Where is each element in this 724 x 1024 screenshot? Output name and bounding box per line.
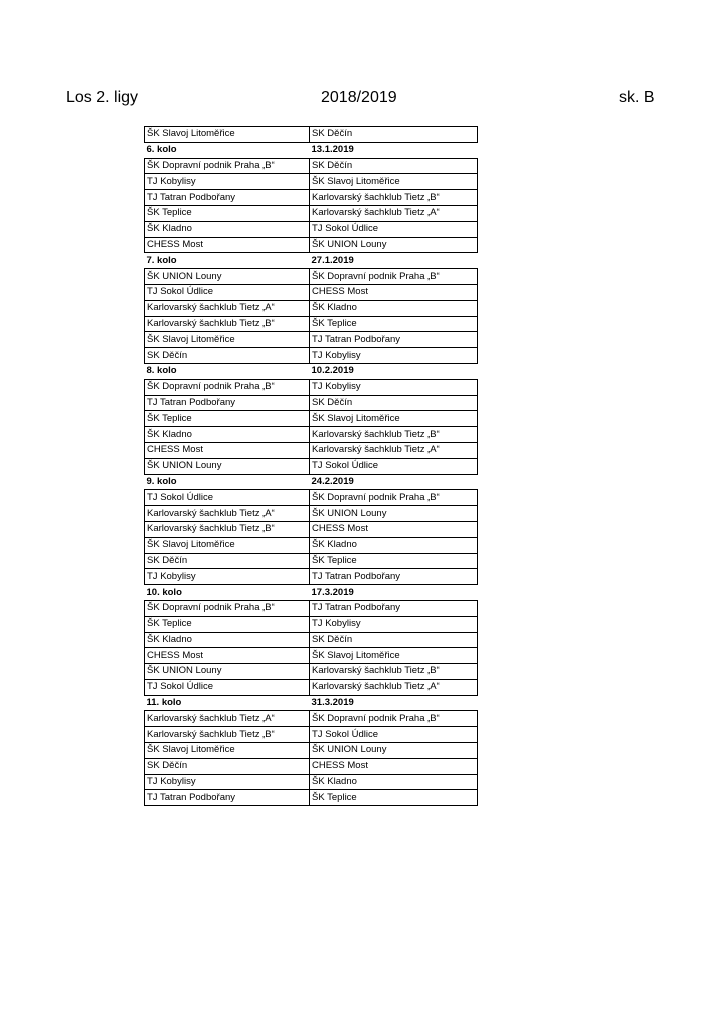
match-row	[145, 205, 478, 221]
home-team: CHESS Most	[145, 648, 310, 664]
match-row	[145, 711, 478, 727]
match-row	[145, 616, 478, 632]
home-team: ŠK Slavoj Litoměřice	[145, 743, 310, 759]
home-team: TJ Tatran Podbořany	[145, 395, 310, 411]
match-row	[145, 664, 478, 680]
away-team: TJ Kobylisy	[310, 379, 478, 395]
away-team: TJ Sokol Údlice	[310, 727, 478, 743]
home-team: SK Děčín	[145, 758, 310, 774]
away-team: ŠK Kladno	[310, 774, 478, 790]
match-row	[145, 348, 478, 364]
season-label: 2018/2019	[321, 89, 397, 106]
match-row	[145, 790, 478, 806]
round-label: 7. kolo	[146, 254, 177, 266]
match-row	[145, 284, 478, 300]
home-team: TJ Sokol Údlice	[145, 490, 310, 506]
home-team: ŠK Slavoj Litoměřice	[145, 332, 310, 348]
away-team: ŠK Kladno	[310, 300, 478, 316]
home-team: Karlovarský šachklub Tietz „B“	[145, 727, 310, 743]
home-team: ŠK Teplice	[145, 411, 310, 427]
home-team: ŠK Teplice	[145, 616, 310, 632]
home-team: ŠK Kladno	[145, 221, 310, 237]
match-row	[145, 411, 478, 427]
round-label: 9. kolo	[146, 475, 177, 487]
away-team: ŠK Kladno	[310, 537, 478, 553]
home-team: SK Děčín	[145, 553, 310, 569]
match-row	[145, 427, 478, 443]
match-row	[145, 727, 478, 743]
away-team: SK Děčín	[310, 395, 478, 411]
home-team: Karlovarský šachklub Tietz „A“	[145, 300, 310, 316]
home-team: TJ Tatran Podbořany	[145, 790, 310, 806]
away-team: TJ Kobylisy	[310, 616, 478, 632]
league-title: Los 2. ligy	[66, 89, 139, 106]
home-team: TJ Tatran Podbořany	[145, 190, 310, 206]
match-row	[145, 490, 478, 506]
match-row	[145, 300, 478, 316]
round-label: 10. kolo	[146, 586, 182, 598]
group-label: sk. B	[619, 89, 655, 106]
match-row	[145, 316, 478, 332]
round-date: 31.3.2019	[311, 697, 354, 709]
away-team: Karlovarský šachklub Tietz „A“	[310, 205, 478, 221]
match-row	[145, 506, 478, 522]
draw-table-body	[145, 127, 478, 806]
home-team: ŠK UNION Louny	[145, 269, 310, 285]
away-team: SK Děčín	[310, 127, 478, 143]
match-row	[145, 190, 478, 206]
home-team: CHESS Most	[145, 237, 310, 253]
away-team: ŠK Teplice	[310, 790, 478, 806]
home-team: ŠK Dopravní podnik Praha „B“	[145, 379, 310, 395]
draw-table	[144, 126, 478, 806]
away-team: ŠK Dopravní podnik Praha „B“	[310, 490, 478, 506]
home-team: TJ Sokol Údlice	[145, 284, 310, 300]
match-row	[145, 442, 478, 458]
round-date: 24.2.2019	[311, 475, 354, 487]
away-team: ŠK UNION Louny	[310, 237, 478, 253]
home-team: TJ Kobylisy	[145, 174, 310, 190]
match-row	[145, 127, 478, 143]
home-team: ŠK UNION Louny	[145, 458, 310, 474]
round-label: 11. kolo	[146, 697, 182, 709]
away-team: Karlovarský šachklub Tietz „B“	[310, 664, 478, 680]
match-row	[145, 458, 478, 474]
match-row	[145, 395, 478, 411]
away-team: Karlovarský šachklub Tietz „B“	[310, 427, 478, 443]
away-team: TJ Tatran Podbořany	[310, 332, 478, 348]
home-team: ŠK Kladno	[145, 427, 310, 443]
match-row	[145, 648, 478, 664]
match-row	[145, 521, 478, 537]
home-team: SK Děčín	[145, 348, 310, 364]
match-row	[145, 600, 478, 616]
away-team: ŠK Slavoj Litoměřice	[310, 648, 478, 664]
home-team: ŠK Teplice	[145, 205, 310, 221]
home-team: ŠK Dopravní podnik Praha „B“	[145, 158, 310, 174]
home-team: ŠK Slavoj Litoměřice	[145, 127, 310, 143]
away-team: CHESS Most	[310, 758, 478, 774]
home-team: Karlovarský šachklub Tietz „B“	[145, 521, 310, 537]
away-team: Karlovarský šachklub Tietz „A“	[310, 442, 478, 458]
match-row	[145, 743, 478, 759]
home-team: TJ Kobylisy	[145, 774, 310, 790]
home-team: TJ Sokol Údlice	[145, 679, 310, 695]
round-label: 6. kolo	[146, 144, 177, 156]
away-team: ŠK Dopravní podnik Praha „B“	[310, 711, 478, 727]
round-label: 8. kolo	[146, 365, 177, 377]
round-header-row	[145, 474, 478, 490]
round-header-row	[145, 695, 478, 711]
match-row	[145, 332, 478, 348]
away-team: TJ Tatran Podbořany	[310, 569, 478, 585]
round-date: 10.2.2019	[311, 365, 354, 377]
away-team: CHESS Most	[310, 284, 478, 300]
match-row	[145, 379, 478, 395]
round-header-row	[145, 363, 478, 379]
away-team: ŠK Slavoj Litoměřice	[310, 411, 478, 427]
round-date: 17.3.2019	[311, 586, 354, 598]
match-row	[145, 553, 478, 569]
away-team: TJ Tatran Podbořany	[310, 600, 478, 616]
home-team: ŠK Dopravní podnik Praha „B“	[145, 600, 310, 616]
away-team: Karlovarský šachklub Tietz „B“	[310, 190, 478, 206]
away-team: ŠK Dopravní podnik Praha „B“	[310, 269, 478, 285]
match-row	[145, 758, 478, 774]
away-team: TJ Sokol Údlice	[310, 221, 478, 237]
match-row	[145, 537, 478, 553]
away-team: ŠK Slavoj Litoměřice	[310, 174, 478, 190]
away-team: ŠK UNION Louny	[310, 506, 478, 522]
home-team: ŠK Kladno	[145, 632, 310, 648]
away-team: SK Děčín	[310, 158, 478, 174]
home-team: Karlovarský šachklub Tietz „A“	[145, 506, 310, 522]
home-team: Karlovarský šachklub Tietz „A“	[145, 711, 310, 727]
round-date: 27.1.2019	[311, 254, 354, 266]
away-team: ŠK Teplice	[310, 316, 478, 332]
home-team: CHESS Most	[145, 442, 310, 458]
round-header-row	[145, 142, 478, 158]
away-team: TJ Kobylisy	[310, 348, 478, 364]
away-team: CHESS Most	[310, 521, 478, 537]
home-team: TJ Kobylisy	[145, 569, 310, 585]
match-row	[145, 158, 478, 174]
home-team: ŠK Slavoj Litoměřice	[145, 537, 310, 553]
match-row	[145, 237, 478, 253]
away-team: SK Děčín	[310, 632, 478, 648]
match-row	[145, 679, 478, 695]
match-row	[145, 269, 478, 285]
round-date: 13.1.2019	[311, 144, 354, 156]
match-row	[145, 174, 478, 190]
away-team: ŠK Teplice	[310, 553, 478, 569]
away-team: TJ Sokol Údlice	[310, 458, 478, 474]
away-team: Karlovarský šachklub Tietz „A“	[310, 679, 478, 695]
match-row	[145, 569, 478, 585]
page-header	[0, 89, 724, 113]
round-header-row	[145, 585, 478, 601]
home-team: Karlovarský šachklub Tietz „B“	[145, 316, 310, 332]
match-row	[145, 632, 478, 648]
away-team: ŠK UNION Louny	[310, 743, 478, 759]
round-header-row	[145, 253, 478, 269]
match-row	[145, 221, 478, 237]
match-row	[145, 774, 478, 790]
home-team: ŠK UNION Louny	[145, 664, 310, 680]
